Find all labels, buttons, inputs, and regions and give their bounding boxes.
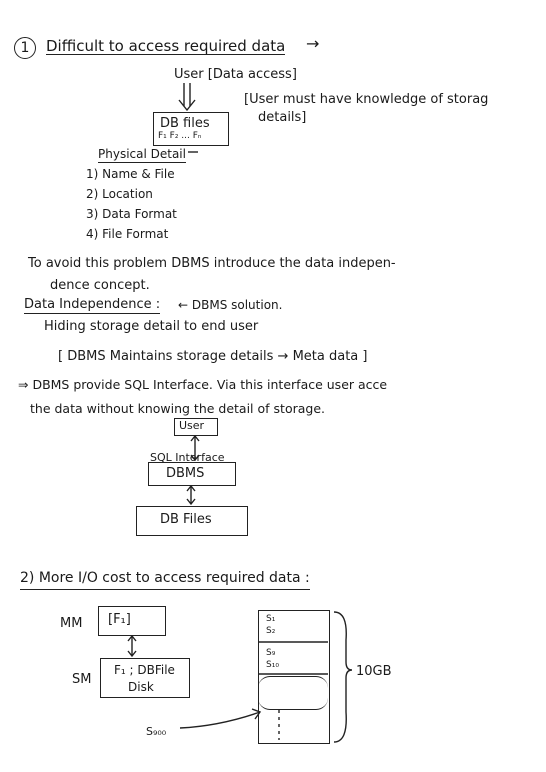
section-2-heading: 2) More I/O cost to access required data : xyxy=(20,570,310,590)
db-files-sub: F₁ F₂ ... Fₙ xyxy=(158,131,202,141)
data-independence-label: Data Independence : xyxy=(24,297,161,312)
section-1-heading: Difficult to access required data xyxy=(46,37,286,55)
physical-detail-item: 4) File Format xyxy=(86,227,169,241)
dbms-solution-note: ← DBMS solution. xyxy=(178,298,283,312)
problem-line-2: dence concept. xyxy=(50,278,150,293)
disk-sector-label: S₁ xyxy=(266,614,276,624)
mm-label: MM xyxy=(60,616,83,631)
dbms-maintains-line: [ DBMS Maintains storage details → Meta data ] xyxy=(58,349,368,364)
dbms-label: DBMS xyxy=(166,466,205,481)
sql-interface-label: SQL Interface xyxy=(150,451,225,464)
disk-sector-label: S₁₀ xyxy=(266,660,279,670)
hiding-storage-line: Hiding storage detail to end user xyxy=(44,319,259,334)
storage-note-line2: details] xyxy=(258,110,307,125)
physical-detail-item: 3) Data Format xyxy=(86,207,177,221)
sql-interface-line-2: the data without knowing the detail of storage. xyxy=(30,401,325,416)
disk-sector-label: S₉ xyxy=(266,648,276,658)
physical-detail-heading: Physical Detail xyxy=(98,147,186,161)
disk-size-label: 10GB xyxy=(356,664,392,679)
db-files-label: DB files xyxy=(160,116,210,131)
storage-note-line1: [User must have knowledge of storag xyxy=(244,92,489,107)
sm-box-line-2: Disk xyxy=(128,680,154,694)
physical-detail-item: 2) Location xyxy=(86,187,153,201)
user-label: User xyxy=(179,419,205,432)
pointer-label: S₉₀₀ xyxy=(146,725,167,738)
sm-box-line-1: F₁ ; DBFile xyxy=(114,663,175,677)
sm-label: SM xyxy=(72,672,92,687)
physical-detail-item: 1) Name & File xyxy=(86,167,175,181)
mm-box-label: [F₁] xyxy=(108,612,131,627)
sql-interface-line-1: ⇒ DBMS provide SQL Interface. Via this interface user acce xyxy=(18,377,388,392)
user-data-access: User [Data access] xyxy=(174,67,297,82)
disk-sector-label: S₂ xyxy=(266,626,276,636)
problem-line-1: To avoid this problem DBMS introduce the data indepen- xyxy=(28,256,396,271)
heading-arrow-icon: → xyxy=(306,34,320,53)
db-files-diagram-label: DB Files xyxy=(160,512,212,527)
section-1-number: 1 xyxy=(14,37,36,59)
